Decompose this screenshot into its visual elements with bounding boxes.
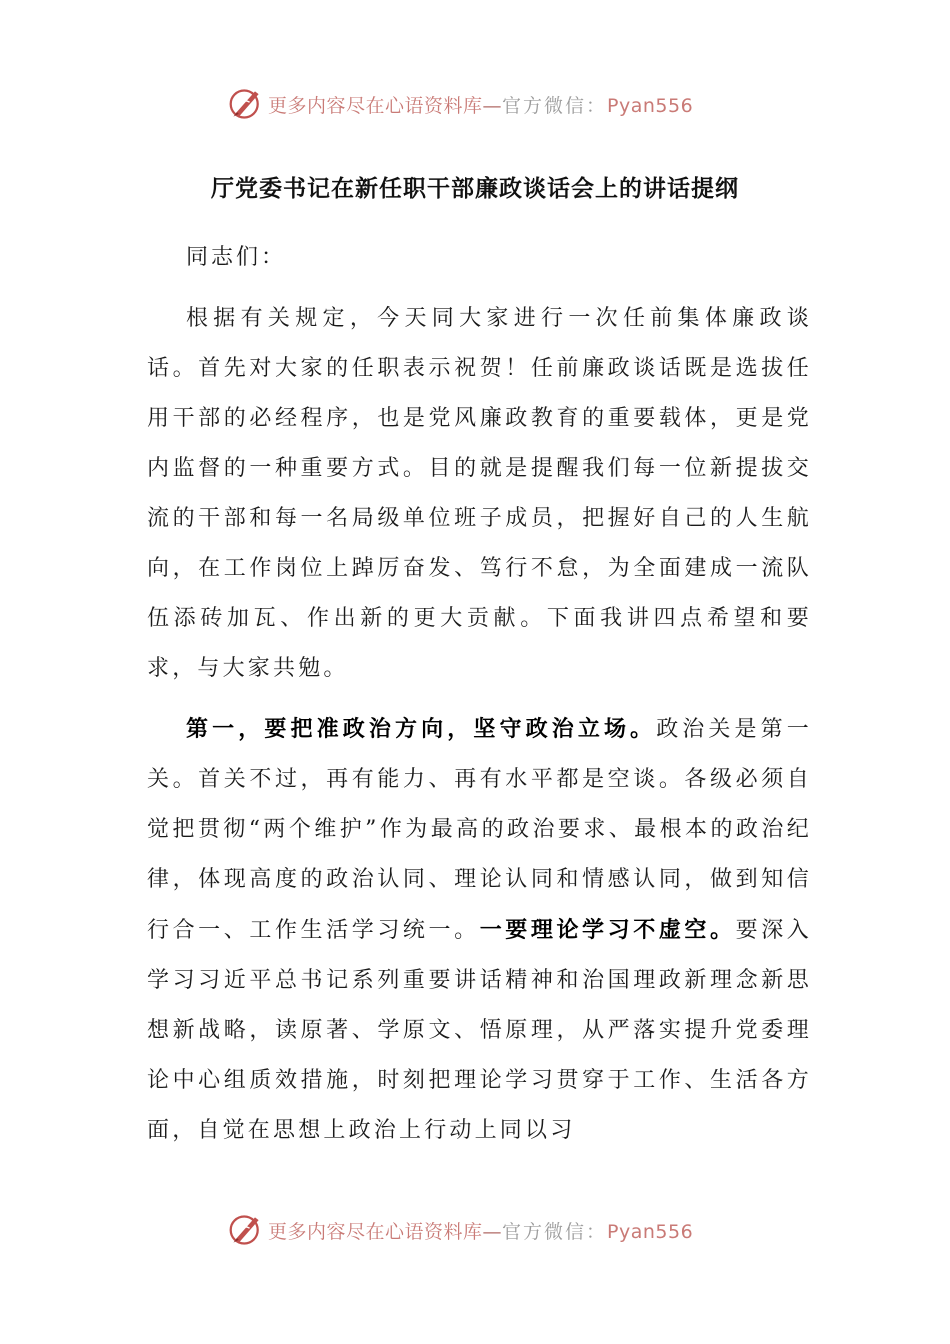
quill-logo-icon <box>228 1212 264 1248</box>
watermark-dash: — <box>482 1220 503 1243</box>
watermark-text <box>268 1217 693 1244</box>
watermark-handle: Pyan556 <box>607 1220 694 1243</box>
paragraph-first-point <box>147 704 812 1156</box>
watermark-footer <box>228 1208 693 1252</box>
watermark-main: 更多内容尽在心语资料库 <box>268 94 483 117</box>
point-heading: 第一，要把准政治方向，坚守政治立场。 <box>186 716 657 742</box>
point-text: 政治关是第一关。首关不过，再有能力、再有水平都是空谈。各级必须自觉把贯彻“两个维护”作为最高的政治要求、最根本的政治纪律，体现高度的政治认同、理论认同和情感认同，做到知信行合一、工作生活学习统一。 <box>147 717 812 943</box>
point-subheading: 一要理论学习不虚空。 <box>479 917 736 943</box>
watermark-official: 官方微信： <box>502 1220 608 1243</box>
watermark-dash: — <box>482 94 503 117</box>
watermark-text <box>268 91 693 118</box>
document-title: 厅党委书记在新任职干部廉政谈话会上的讲话提纲 <box>211 175 739 202</box>
watermark-handle: Pyan556 <box>607 94 694 117</box>
quill-logo-icon <box>228 86 264 122</box>
watermark-main: 更多内容尽在心语资料库 <box>268 1220 483 1243</box>
paragraph-intro: 根据有关规定，今天同大家进行一次任前集体廉政谈话。首先对大家的任职表示祝贺！任前廉政谈话既是选拔任用干部的必经程序，也是党风廉政教育的重要载体，更是党内监督的一种重要方式。目的就是提醒我们每一位新提拔交流的干部和每一名局级单位班子成员，把握好自己的人生航向，在工作岗位上踔厉奋发、笃行不怠，为全面建成一流队伍添砖加瓦、作出新的更大贡献。下面我讲四点希望和要求，与大家共勉。 <box>147 306 812 681</box>
watermark-official: 官方微信： <box>502 94 608 117</box>
point-subtext: 要深入学习习近平总书记系列重要讲话精神和治国理政新理念新思想新战略，读原著、学原文、悟原理，从严落实提升党委理论中心组质效措施，时刻把理论学习贯穿于工作、生活各方面，自觉在思想上政治上行动上同以习 <box>147 918 812 1143</box>
watermark-header <box>228 82 693 126</box>
salutation: 同志们： <box>186 245 287 270</box>
